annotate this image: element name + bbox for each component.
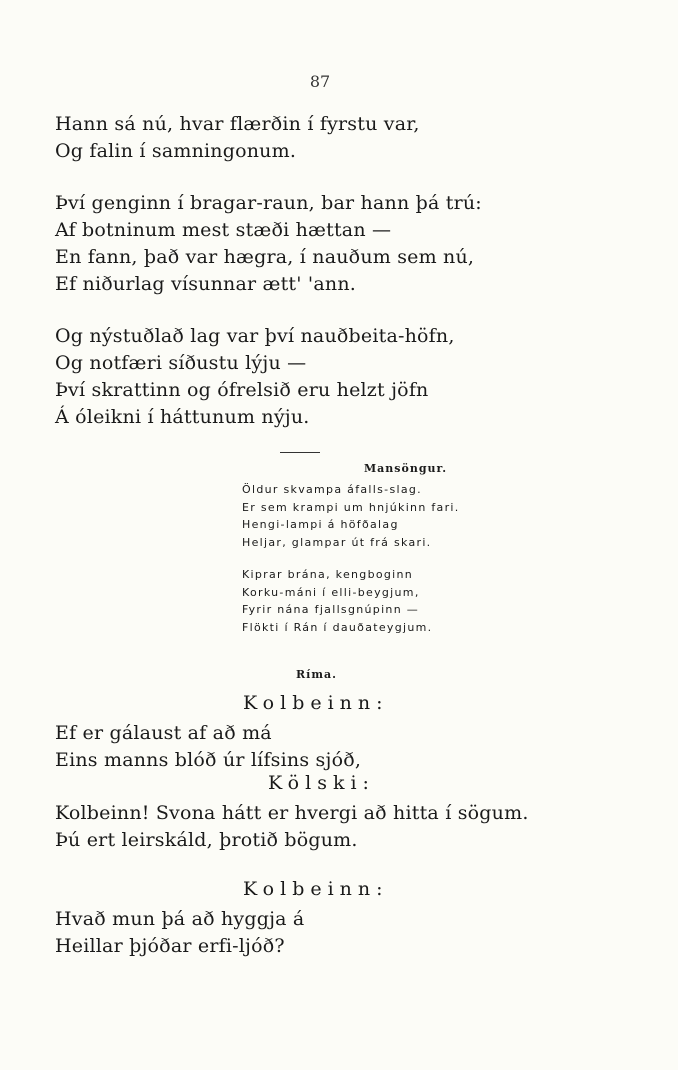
mansongur-title: Mansöngur. xyxy=(364,462,448,475)
verse-line: Korku-máni í elli-beygjum, xyxy=(242,585,420,599)
speaker-kolbeinn: Kolbeinn: xyxy=(243,878,389,900)
verse-line: Heljar, glampar út frá skari. xyxy=(242,535,432,549)
rima-lines-2 xyxy=(55,800,529,854)
page-number: 87 xyxy=(309,72,331,91)
rima-title: Ríma. xyxy=(296,668,337,681)
verse-line: Af botninum mest stæði hættan — xyxy=(55,219,392,241)
rima-lines-3 xyxy=(55,906,304,960)
verse-line: Á óleikni í háttunum nýju. xyxy=(55,406,310,428)
verse-line: En fann, það var hægra, í nauðum sem nú, xyxy=(55,246,475,268)
verse-line: Eins manns blóð úr lífsins sjóð, xyxy=(55,749,362,771)
verse-line: Flökti í Rán í dauðateygjum. xyxy=(242,620,433,634)
verse-line: Þú ert leirskáld, þrotið bögum. xyxy=(55,829,358,851)
speaker-kolski: Kölski: xyxy=(268,772,375,794)
rima-lines-1 xyxy=(55,720,361,774)
verse-line: Ef niðurlag vísunnar ætt' 'ann. xyxy=(55,273,356,295)
verse-line: Kolbeinn! Svona hátt er hvergi að hitta í sögum. xyxy=(55,802,529,824)
verse-line: Því skrattinn og ófrelsið eru helzt jöfn xyxy=(55,379,429,401)
mansongur-stanza-2 xyxy=(242,566,432,636)
verse-line: Ef er gálaust af að má xyxy=(55,722,272,744)
verse-line: Og nýstuðlað lag var því nauðbeita-höfn, xyxy=(55,325,455,347)
stanza-1 xyxy=(55,111,420,165)
verse-line: Fyrir nána fjallsgnúpinn — xyxy=(242,603,420,616)
verse-line: Heillar þjóðar erfi-ljóð? xyxy=(55,935,285,957)
section-divider xyxy=(280,452,320,453)
verse-line: Hengi-lampi á höfðalag xyxy=(242,518,399,531)
verse-line: Og notfæri síðustu lýju — xyxy=(55,352,307,374)
verse-line: Kiprar brána, kengboginn xyxy=(242,568,414,581)
verse-line: Og falin í samningonum. xyxy=(55,140,297,162)
stanza-3 xyxy=(55,323,455,431)
verse-line: Öldur skvampa áfalls-slag. xyxy=(242,483,422,496)
verse-line: Því genginn í bragar-raun, bar hann þá trú: xyxy=(55,192,482,214)
speaker-kolbeinn: Kolbeinn: xyxy=(243,692,389,714)
mansongur-stanza-1 xyxy=(242,481,460,551)
stanza-2 xyxy=(55,190,482,298)
verse-line: Hvað mun þá að hyggja á xyxy=(55,908,305,930)
verse-line: Hann sá nú, hvar flærðin í fyrstu var, xyxy=(55,113,420,135)
verse-line: Er sem krampi um hnjúkinn fari. xyxy=(242,500,460,514)
